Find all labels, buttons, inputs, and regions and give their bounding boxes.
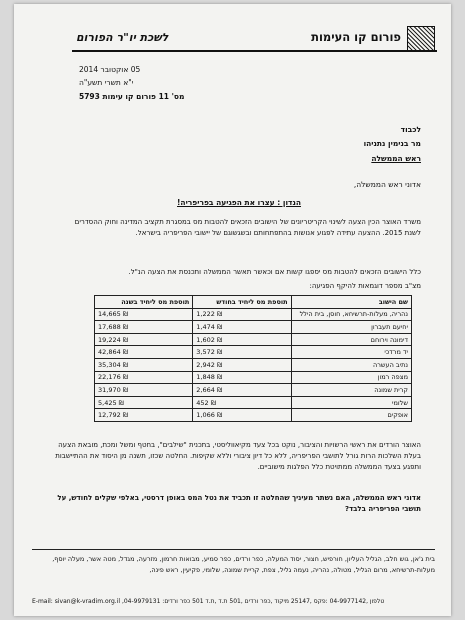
tax-impact-table [94, 295, 412, 422]
yearly-cell: 42,864 ₪ [95, 346, 193, 359]
yearly-cell: 5,425 ₪ [95, 396, 193, 409]
footer-divider [32, 549, 435, 550]
table-row [95, 321, 412, 334]
footer-contact: E-mail: sivan@k-vradim.org.il ,04-9979131 :טלפון ,04-9977142 :פקס ,25147 מיקוד ,כפר ורדים ,501 ת.ד ,ת.ד 501 כפר ורדים [32, 598, 385, 605]
table-row [95, 409, 412, 422]
table-row [95, 371, 412, 384]
monthly-cell: 1,848 ₪ [193, 371, 291, 384]
table-row [95, 333, 412, 346]
letter-page [14, 4, 451, 616]
locality-cell: יחיעם תעברון [291, 321, 411, 334]
yearly-cell: 22,176 ₪ [95, 371, 193, 384]
impact-paragraph: כלל הישובים הזכאים להטבות מס יספגו קשות אם וכאשר תאשר הממשלה ותכנסת את הצעה הנ"ל. [128, 268, 421, 276]
reference-number: מס' 11 פורום קו עימות 5793 [79, 92, 185, 101]
locality-cell: שלומי [291, 396, 411, 409]
table-row [95, 358, 412, 371]
monthly-cell: 1,222 ₪ [193, 308, 291, 321]
date-gregorian: 05 אוקטובר 2014 [79, 65, 141, 74]
forum-logo-icon [407, 26, 435, 52]
locality-cell: מצפה רמון [291, 371, 411, 384]
col-header-monthly: תוספת מס ליחיד בחודש [193, 296, 291, 309]
locality-cell: דימונה וירוחם [291, 333, 411, 346]
final-request: אדוני ראש הממשלה, האם נשתר מעיניך שהחלטה זו תכביד את נטל המס באופן דרסטי, באלפי שקלים לחודש, על תושבי הפריפריה בלבד? [57, 494, 421, 513]
col-header-locality: שם הישוב [291, 296, 411, 309]
table-row [95, 308, 412, 321]
yearly-cell: 35,304 ₪ [95, 358, 193, 371]
locality-cell: נתיב העשרה [291, 358, 411, 371]
examples-intro: מצ"ב מספר דוגמאות להיקף הפגיעה: [309, 282, 421, 290]
locality-cell: קרית שמונה [291, 384, 411, 397]
table-header-row [95, 296, 412, 309]
yearly-cell: 14,665 ₪ [95, 308, 193, 321]
footer-member-list: בית ג'אן, גוש חלב, הגליל העליון, חורפיש, חצור, יסוד המעלה, כפר ורדים, כפר סמיע, מבואות חרמון, מזרעה, מגדל, מטה אשר, מעלה יוסף, מעלות-תרשיחא, מרום הגליל, מטולה, נהריה, נעמה גליל, צפת, קריית שמונה, שלומי, פקיעין, ראש פינה, [52, 555, 435, 574]
addressee-line-3: ראש הממשלה [371, 154, 421, 163]
subject-line: הנדון : עצרו את הפגיעה בפריפריה! [177, 198, 301, 207]
yearly-cell: 12,792 ₪ [95, 409, 193, 422]
table-row [95, 396, 412, 409]
monthly-cell: 1,474 ₪ [193, 321, 291, 334]
monthly-cell: 1,602 ₪ [193, 333, 291, 346]
office-name: לשכת יו"ר הפורום [76, 31, 169, 44]
date-hebrew: י"א תשרי תשע"ה [79, 78, 134, 87]
addressee-line-2: מר בנימין נתניהו [363, 139, 421, 148]
locality-cell: נהריה, מעלות-תרשיחא, חוסן, בית הילל [291, 308, 411, 321]
locality-cell: יד מרדכי [291, 346, 411, 359]
intro-paragraph: משרד האוצר הכין הצעה לשינוי הקריטריונים של הישובים הזכאים להטבות מס במסגרת תקציב המדינה וחוק ההסדרים לשנת 2015. ההצעה עתידה לפגוע אנושות בהתפתחותם ובשגשוגם של יישובי הפריפריה בישראל. [74, 218, 421, 237]
monthly-cell: 2,664 ₪ [193, 384, 291, 397]
monthly-cell: 1,066 ₪ [193, 409, 291, 422]
col-header-yearly: תוספת מס ליחיד בשנה [95, 296, 193, 309]
monthly-cell: 452 ₪ [193, 396, 291, 409]
org-name: פורום קו העימות [311, 30, 401, 44]
yearly-cell: 31,970 ₪ [95, 384, 193, 397]
table-row [95, 384, 412, 397]
monthly-cell: 3,572 ₪ [193, 346, 291, 359]
header-divider [72, 50, 437, 52]
addressee-line-1: לכבוד [400, 125, 421, 134]
closing-paragraph: האוצר הורדים את ראשי הרשויות והציבור, נוקט בכל צעד מקיאווליסטי, בתכנית "שילבים", בחטף ומשל ומכת, מובאת הצעה בעלת השלכות הרות גורל לתושבי הפריפריה, ללא כל דיון ציבורי וללא שקיפות. החלטה שכזו, תשנה מן היסוד את ההתיישבות ותפגע בצעד הממשלה ממתויטת כלל הפלגות מישוביים. [55, 441, 421, 471]
monthly-cell: 2,942 ₪ [193, 358, 291, 371]
yearly-cell: 19,224 ₪ [95, 333, 193, 346]
yearly-cell: 17,688 ₪ [95, 321, 193, 334]
table-row [95, 346, 412, 359]
salutation: אדוני ראש הממשלה, [353, 180, 421, 189]
locality-cell: אופקים [291, 409, 411, 422]
